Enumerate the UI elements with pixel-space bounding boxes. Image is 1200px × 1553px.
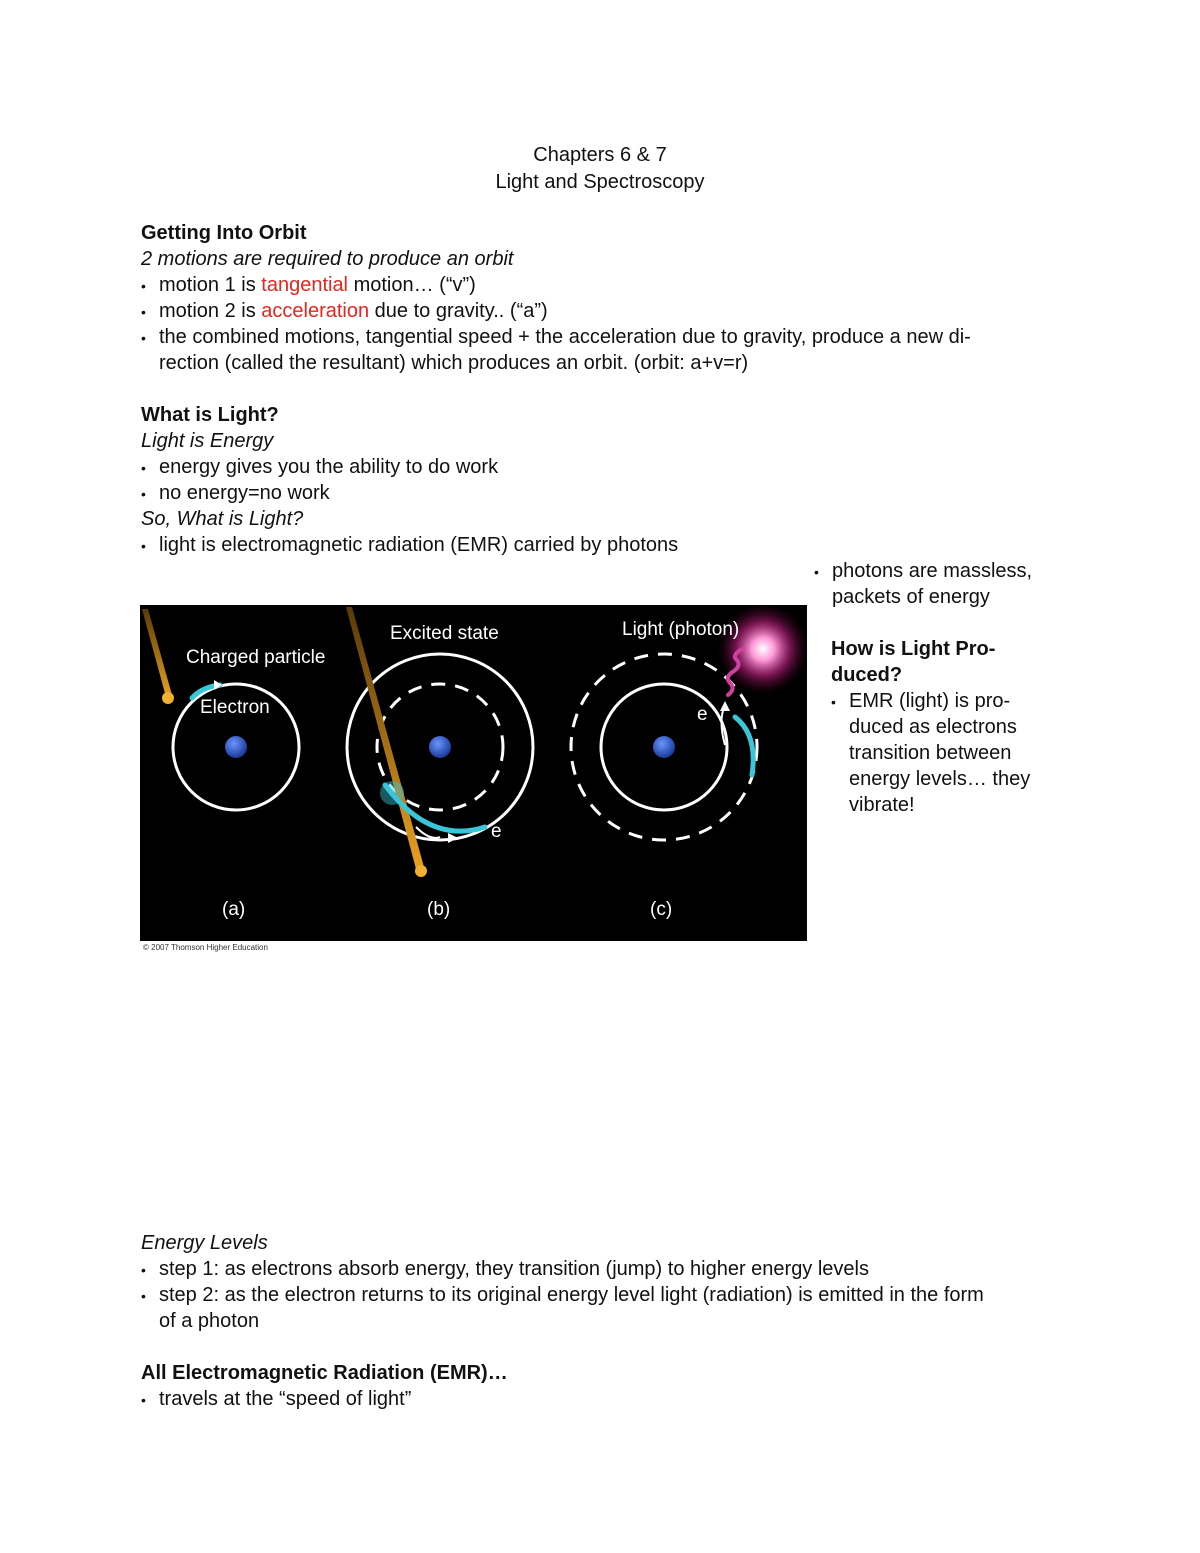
light-subheading: Light is Energy	[141, 430, 274, 452]
page-title: Chapters 6 & 7	[533, 144, 667, 166]
label-e-b: e	[491, 821, 502, 842]
label-electron: Electron	[200, 697, 270, 718]
arrow-icon	[720, 701, 730, 711]
nucleus-b	[429, 736, 451, 758]
bullet-icon: •	[141, 1392, 146, 1408]
bullet-icon: •	[141, 486, 146, 502]
label-e-c: e	[697, 704, 708, 725]
light-bullet-2: • no energy=no work	[141, 480, 330, 506]
emr-heading: All Electromagnetic Radiation (EMR)…	[141, 1362, 508, 1384]
sidebar-heading-line-1: How is Light Pro-	[831, 638, 996, 660]
orbit-bullet-1: • motion 1 is tangential motion… (“v”)	[141, 272, 476, 298]
bullet-icon: •	[141, 304, 146, 320]
figure-credit: © 2007 Thomson Higher Education	[143, 943, 268, 952]
sidebar-heading-line-2: duced?	[831, 664, 903, 686]
emr-bullet-1: • travels at the “speed of light”	[141, 1386, 411, 1412]
light-bullet-3: • light is electromagnetic radiation (EMR) carried by photons	[141, 532, 678, 558]
label-excited-state: Excited state	[390, 623, 499, 644]
panel-label-c: (c)	[650, 899, 673, 920]
bullet-icon: •	[814, 564, 819, 580]
bullet-icon: •	[141, 1288, 146, 1304]
orbit-bullet-2: • motion 2 is acceleration due to gravity.. (“a”)	[141, 298, 548, 324]
light-question: So, What is Light?	[141, 508, 304, 530]
figure-svg	[140, 605, 807, 941]
orbit-bullet-3: • the combined motions, tangential speed + the acceleration due to gravity, produce a new di-	[141, 324, 971, 350]
panel-a	[142, 609, 325, 920]
label-light-photon: Light (photon)	[622, 619, 740, 640]
particle-beam-a	[142, 609, 172, 697]
sidebar-bullet-2-line-4: energy levels… they	[849, 768, 1031, 790]
bullet-icon: •	[141, 538, 146, 554]
arrow-icon	[214, 680, 222, 690]
panel-b	[346, 607, 533, 920]
light-bullet-1: • energy gives you the ability to do work	[141, 454, 498, 480]
panel-c	[571, 605, 807, 920]
page-subtitle: Light and Spectroscopy	[495, 171, 705, 193]
section-heading-orbit: Getting Into Orbit	[141, 222, 307, 244]
bullet-icon: •	[141, 278, 146, 294]
energy-heading: Energy Levels	[141, 1232, 268, 1254]
particle-beam-b	[346, 607, 424, 869]
atom-excitation-figure	[140, 605, 807, 941]
sidebar-bullet-2-line-2: duced as electrons	[849, 716, 1017, 738]
section-heading-light: What is Light?	[141, 404, 279, 426]
panel-label-a: (a)	[222, 899, 246, 920]
sidebar-bullet-1: • photons are massless,	[814, 558, 1032, 584]
energy-bullet-1: • step 1: as electrons absorb energy, they transition (jump) to higher energy levels	[141, 1256, 869, 1282]
energy-bullet-2: • step 2: as the electron returns to its original energy level light (radiation) is emitted in the form	[141, 1282, 984, 1308]
highlight-tangential: tangential	[261, 274, 349, 296]
sidebar-bullet-2: • EMR (light) is pro-	[831, 688, 1010, 714]
orbit-intro: 2 motions are required to produce an orbit	[141, 248, 514, 270]
energy-bullet-2-cont: of a photon	[159, 1310, 260, 1332]
panel-label-b: (b)	[427, 899, 451, 920]
nucleus-c	[653, 736, 675, 758]
bullet-icon: •	[141, 460, 146, 476]
bullet-icon: •	[141, 1262, 146, 1278]
nucleus-a	[225, 736, 247, 758]
charged-particle-a	[162, 692, 174, 704]
orbit-bullet-3-cont: rection (called the resultant) which produces an orbit. (orbit: a+v=r)	[159, 352, 749, 374]
sidebar-bullet-2-line-3: transition between	[849, 742, 1012, 764]
highlight-acceleration: acceleration	[261, 300, 370, 322]
bullet-icon: •	[831, 694, 836, 710]
sidebar-bullet-2-line-5: vibrate!	[849, 794, 915, 816]
charged-particle-b	[415, 865, 427, 877]
bullet-icon: •	[141, 330, 146, 346]
arrow-icon	[448, 833, 458, 843]
label-charged-particle: Charged particle	[186, 647, 326, 668]
sidebar-bullet-1-cont: packets of energy	[832, 586, 990, 608]
electron-path-c	[735, 717, 753, 775]
